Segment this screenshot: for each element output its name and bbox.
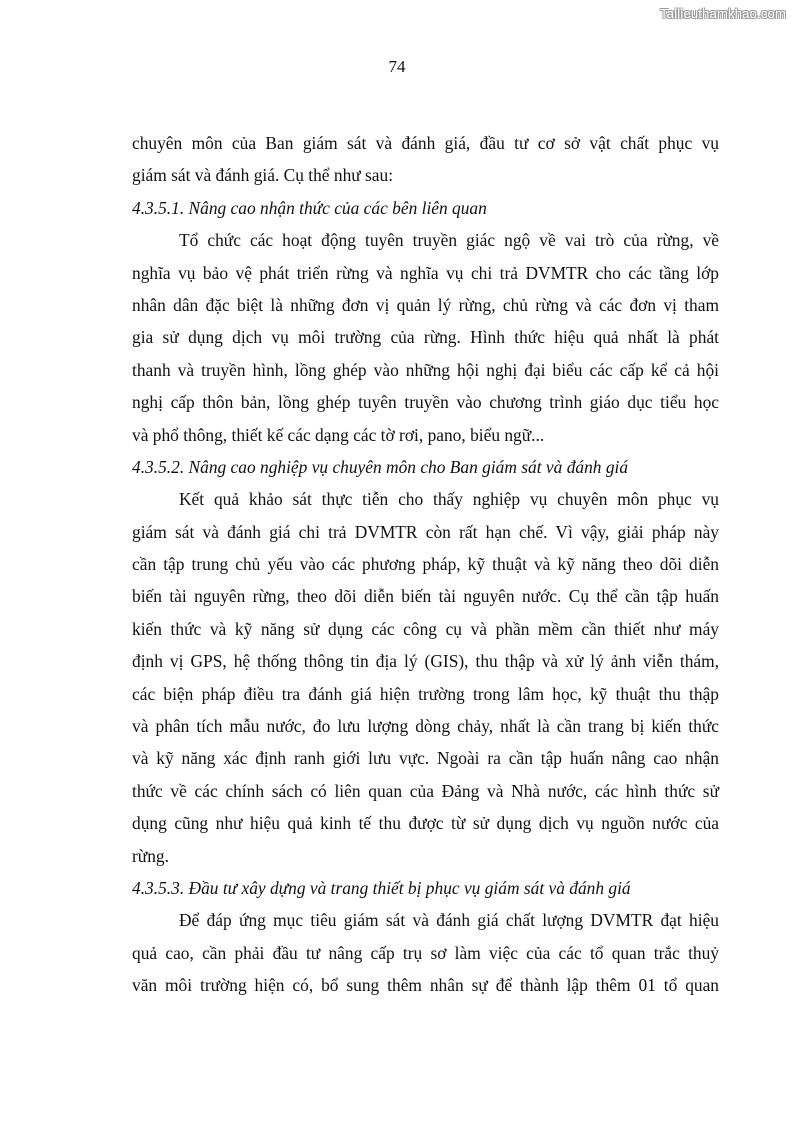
text-line: và phổ thông, thiết kế các dạng các tờ rơi, pano, biểu ngữ... — [132, 424, 545, 445]
text-line: giám sát và đánh giá. Cụ thể như sau: — [132, 165, 394, 186]
watermark: Tailieuthamkhao.com — [660, 6, 786, 21]
text-line: giám sát và đánh giá chi trả DVMTR còn rất hạn chế. Vì vậy, giải pháp này — [132, 521, 719, 542]
text-line: và kỹ năng xác định ranh giới lưu vực. Ngoài ra cần tập huấn nâng cao nhận — [132, 748, 719, 769]
text-line: kiến thức và kỹ năng sử dụng các công cụ và phần mềm cần thiết như máy — [132, 618, 719, 639]
section-heading: 4.3.5.3. Đầu tư xây dựng và trang thiết bị phục vụ giám sát và đánh giá — [132, 877, 631, 898]
page-body — [132, 127, 719, 1002]
section-4-3-5-1 — [132, 192, 719, 451]
section-4-3-5-3 — [132, 872, 719, 1002]
text-line: dụng cũng như hiệu quả kinh tế thu được từ sử dụng dịch vụ nguồn nước của — [132, 813, 719, 834]
text-line: nghị cấp thôn bản, lồng ghép tuyên truyền vào chương trình giáo dục tiểu học — [132, 392, 719, 413]
text-line: văn môi trường hiện có, bổ sung thêm nhân sự để thành lập thêm 01 tổ quan — [132, 975, 719, 996]
text-line: định vị GPS, hệ thống thông tin địa lý (GIS), thu thập và xử lý ảnh viễn thám, — [132, 651, 719, 672]
text-line: rừng. — [132, 845, 169, 866]
page-number: 74 — [388, 57, 406, 76]
text-line: Tổ chức các hoạt động tuyên truyền giác ngộ về vai trò của rừng, về — [179, 230, 719, 251]
text-line: Để đáp ứng mục tiêu giám sát và đánh giá chất lượng DVMTR đạt hiệu — [179, 910, 719, 931]
text-line: nghĩa vụ bảo vệ phát triển rừng và nghĩa vụ chi trả DVMTR cho các tầng lớp — [132, 262, 719, 283]
section-heading: 4.3.5.1. Nâng cao nhận thức của các bên liên quan — [132, 197, 487, 218]
text-line: nhân dân đặc biệt là những đơn vị quản lý rừng, chủ rừng và các đơn vị tham — [132, 294, 719, 315]
text-line: gia sử dụng dịch vụ môi trường của rừng. Hình thức hiệu quả nhất là phát — [132, 327, 719, 348]
intro-paragraph — [132, 127, 719, 192]
text-line: và phân tích mẫu nước, đo lưu lượng dòng chảy, nhất là cần trang bị kiến thức — [132, 716, 719, 737]
text-line: chuyên môn của Ban giám sát và đánh giá, đầu tư cơ sở vật chất phục vụ — [132, 133, 719, 153]
text-line: Kết quả khảo sát thực tiễn cho thấy nghiệp vụ chuyên môn phục vụ — [179, 489, 719, 510]
text-line: cần tập trung chủ yếu vào các phương pháp, kỹ thuật và kỹ năng theo dõi diễn — [132, 554, 719, 575]
text-line: các biện pháp điều tra đánh giá hiện trường trong lâm học, kỹ thuật thu thập — [132, 683, 719, 704]
text-line: thức về các chính sách có liên quan của Đảng và Nhà nước, các hình thức sử — [132, 780, 719, 801]
text-line: quả cao, cần phải đầu tư nâng cấp trụ sơ làm việc của các tổ quan trắc thuỷ — [132, 942, 719, 963]
section-4-3-5-2 — [132, 451, 719, 872]
text-line: biến tài nguyên rừng, theo dõi diễn biến tài nguyên nước. Cụ thể cần tập huấn — [132, 586, 719, 607]
section-heading: 4.3.5.2. Nâng cao nghiệp vụ chuyên môn cho Ban giám sát và đánh giá — [132, 456, 629, 477]
text-line: thanh và truyền hình, lồng ghép vào những hội nghị đại biểu các cấp kể cả hội — [132, 359, 719, 380]
